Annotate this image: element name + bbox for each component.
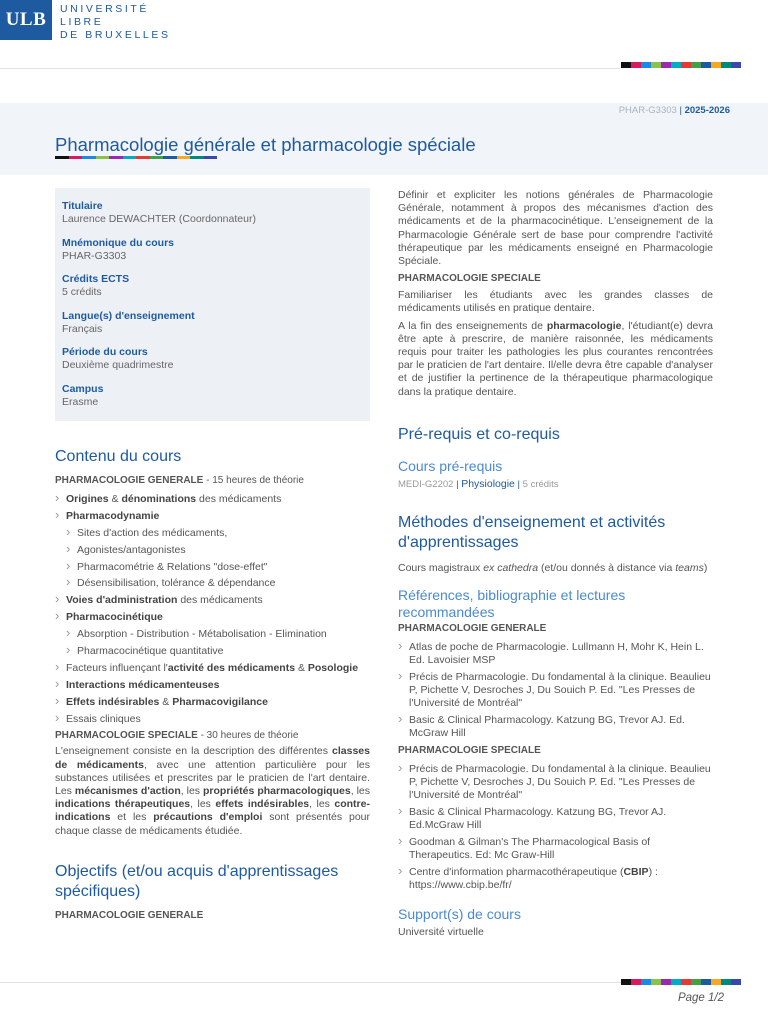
objectifs-heading: Objectifs (et/ou acquis d'apprentissages spécifiques) (55, 862, 339, 900)
course-info-box (55, 188, 370, 421)
langue-label: Langue(s) d'enseignement (62, 309, 195, 322)
list-item: › Essais cliniques (55, 713, 370, 726)
right-column (398, 189, 713, 939)
color-strip-top (621, 62, 741, 68)
objectifs-ps-text-2: A la fin des enseignements de pharmacologie, l'étudiant(e) devra être apte à prescrire, de manière raisonnée, les médicaments requis pour traiter les pathologies les plus courantes rencontrées par le praticien de l'art dentaire. Il/elle devra être capable d'analyser et de justifier la pertinence de la thérapeutique pharmacologique dans la pratique dentaire. (398, 319, 713, 398)
color-swatch (681, 979, 691, 985)
color-swatch (731, 979, 741, 985)
color-swatch (150, 156, 164, 159)
objectifs-pg-heading: PHARMACOLOGIE GENERALE (55, 909, 204, 921)
color-swatch (701, 62, 711, 68)
references-pg-heading: PHARMACOLOGIE GENERALE (398, 623, 547, 635)
mnemo-label: Mnémonique du cours (62, 236, 175, 249)
list-item: › Basic & Clinical Pharmacology. Katzung BG, Trevor AJ. Ed. McGraw Hill (398, 714, 713, 740)
color-swatch (721, 62, 731, 68)
color-swatch (82, 156, 96, 159)
color-swatch (711, 62, 721, 68)
color-swatch (681, 62, 691, 68)
color-swatch (691, 979, 701, 985)
color-swatch (123, 156, 137, 159)
list-item: › Voies d'administration des médicaments (55, 594, 370, 607)
prerequis-heading: Pré-requis et co-requis (398, 425, 560, 443)
color-swatch (671, 979, 681, 985)
list-item: › Interactions médicamenteuses (55, 679, 370, 692)
color-swatch (661, 979, 671, 985)
color-swatch (136, 156, 150, 159)
logo-wordmark: UNIVERSITÉ LIBRE DE BRUXELLES (60, 3, 171, 41)
color-swatch (671, 62, 681, 68)
color-swatch (204, 156, 218, 159)
color-swatch (163, 156, 177, 159)
prerequis-course-link[interactable]: Physiologie (461, 477, 515, 490)
color-swatch (109, 156, 123, 159)
header-divider (0, 68, 620, 69)
page-title: Pharmacologie générale et pharmacologie spéciale (55, 134, 476, 155)
list-item: › Agonistes/antagonistes (66, 544, 370, 557)
left-column (55, 447, 370, 922)
list-item: › Pharmacocinétique (55, 611, 370, 624)
list-item: › Pharmacocinétique quantitative (66, 645, 370, 658)
list-item: › Atlas de poche de Pharmacologie. Lullmann H, Mohr K, Hein L. Ed. Lavoisier MSP (398, 641, 713, 667)
ps-heading: PHARMACOLOGIE SPECIALE - 30 heures de théorie (55, 730, 299, 742)
methodes-text: Cours magistraux ex cathedra (et/ou donnés à distance via teams) (398, 562, 708, 575)
logo-mark: ULB (0, 0, 52, 40)
academic-year: 2025-2026 (684, 105, 730, 116)
titulaire-value: Laurence DEWACHTER (Coordonnateur) (62, 213, 256, 225)
ects-label: Crédits ECTS (62, 273, 130, 285)
ulb-logo (0, 0, 171, 44)
list-item: › Précis de Pharmacologie. Du fondamental à la clinique. Beaulieu P, Pichette V, Desroches J, Du Souich P. Ed. "Les Presses de l'Université de Montréal" (398, 671, 713, 710)
color-swatch (651, 62, 661, 68)
references-ps-heading: PHARMACOLOGIE SPECIALE (398, 744, 541, 756)
color-swatch (691, 62, 701, 68)
mnemo-value: PHAR-G3303 (62, 249, 127, 262)
ects-value: 5 crédits (62, 286, 102, 298)
list-item: › Origines & dénominations des médicaments (55, 493, 370, 506)
supports-heading: Support(s) de cours (398, 905, 521, 922)
list-item: › Pharmacodynamie (55, 510, 370, 523)
ps-description: L'enseignement consiste en la description des différentes classes de médicaments, avec une attention particulière pour les substances utilisées et prescrites par le praticien de l'art dentaire. Les mécanismes d'action, les propriétés pharmacologiques, les indications thérapeutiques, les effets indésirables, les contre-indications et les précautions d'emploi sont présentés pour chaque classe de médicaments étudiée. (55, 745, 370, 837)
list-item: › Absorption - Distribution - Métabolisation - Elimination (66, 628, 370, 641)
color-strip-footer (621, 979, 741, 985)
course-code: PHAR-G3303 (618, 105, 677, 116)
supports-text: Université virtuelle (398, 925, 484, 938)
campus-value: Erasme (62, 395, 99, 408)
periode-label: Période du cours (62, 346, 148, 358)
cours-prerequis-heading: Cours pré-requis (398, 457, 503, 474)
list-item: › Sites d'action des médicaments, (66, 527, 370, 540)
references-pg-list (398, 641, 713, 740)
color-swatch (631, 62, 641, 68)
list-item: › Centre d'information pharmacothérapeutique (CBIP) : https://www.cbip.be/fr/ (398, 866, 713, 892)
footer-divider (0, 982, 621, 983)
objectifs-pg-text: Définir et expliciter les notions générales de Pharmacologie Générale, notamment à propos des mécanismes d'action des médicaments et de la pharmacocinétique. L'enseignement de la Pharmacologie Générale sert de base pour comprendre l'activité thérapeutique par les médicaments enseigné en Pharmacologie Spéciale. (398, 189, 713, 268)
list-item: › Effets indésirables & Pharmacovigilance (55, 696, 370, 709)
periode-value: Deuxième quadrimestre (62, 359, 174, 371)
color-swatch (701, 979, 711, 985)
prerequis-course: MEDI-G2202 | Physiologie | 5 crédits (398, 477, 559, 490)
color-swatch (641, 979, 651, 985)
list-item: › Facteurs influençant l'activité des médicaments & Posologie (55, 662, 370, 675)
titulaire-label: Titulaire (62, 200, 103, 212)
pg-heading: PHARMACOLOGIE GENERALE - 15 heures de théorie (55, 475, 304, 486)
color-swatch (711, 979, 721, 985)
color-swatch (631, 979, 641, 985)
campus-label: Campus (62, 382, 104, 395)
color-swatch (731, 62, 741, 68)
color-swatch (190, 156, 204, 159)
list-item: › Basic & Clinical Pharmacology. Katzung BG, Trevor AJ. Ed.McGraw Hill (398, 806, 713, 832)
list-item: › Désensibilisation, tolérance & dépendance (66, 577, 370, 590)
references-ps-list (398, 763, 713, 892)
list-item: › Précis de Pharmacologie. Du fondamental à la clinique. Beaulieu P, Pichette V, Desroches J, Du Souich P. Ed. "Les Presses de l'Université de Montréal" (398, 763, 713, 802)
course-code-year: PHAR-G3303 | 2025-2026 (618, 105, 730, 116)
list-item: › Pharmacométrie & Relations "dose-effet" (66, 561, 370, 574)
color-swatch (641, 62, 651, 68)
color-swatch (96, 156, 110, 159)
color-swatch (177, 156, 191, 159)
color-swatch (651, 979, 661, 985)
color-swatch (621, 62, 631, 68)
color-swatch (721, 979, 731, 985)
langue-value: Français (62, 322, 103, 335)
color-swatch (55, 156, 69, 159)
title-color-strip (55, 156, 217, 159)
color-swatch (621, 979, 631, 985)
objectifs-ps-heading: PHARMACOLOGIE SPECIALE (398, 273, 541, 285)
objectifs-ps-text-1: Familiariser les étudiants avec les grandes classes de médicaments utilisés en pratique dentaire. (398, 289, 713, 315)
page-number: Page 1/2 (677, 992, 724, 1004)
contenu-heading: Contenu du cours (55, 448, 182, 465)
color-swatch (661, 62, 671, 68)
color-swatch (69, 156, 83, 159)
references-heading: Références, bibliographie et lectures recommandées (398, 587, 626, 621)
contenu-list (55, 493, 370, 726)
list-item: › Goodman & Gilman's The Pharmacological Basis of Therapeutics. Ed: Mc Graw-Hill (398, 836, 713, 862)
methodes-heading: Méthodes d'enseignement et activités d'apprentissages (398, 514, 666, 552)
